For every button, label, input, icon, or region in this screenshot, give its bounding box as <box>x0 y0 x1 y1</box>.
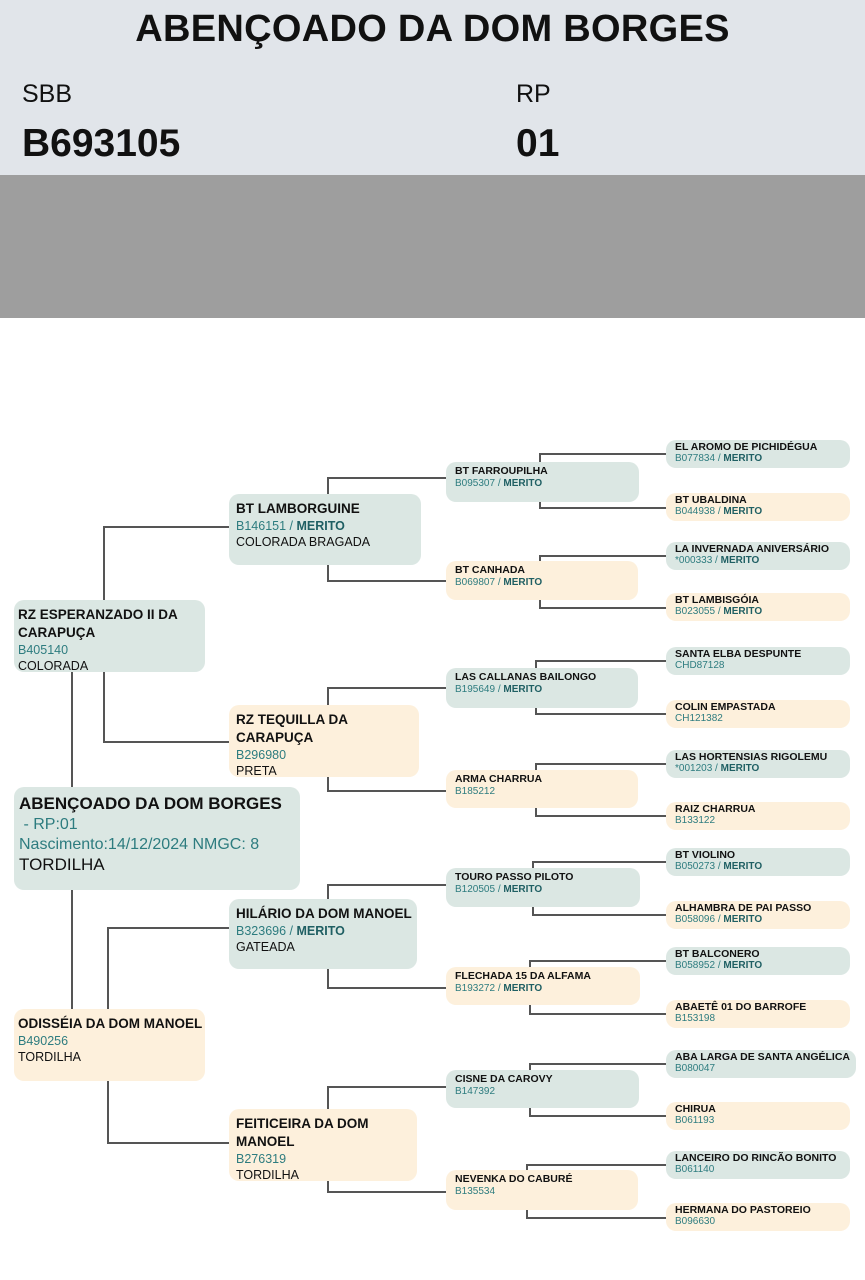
node-name: CHIRUA <box>675 1103 716 1115</box>
node-name: ALHAMBRA DE PAI PASSO <box>675 902 812 914</box>
node-name: BT LAMBORGUINE <box>236 501 360 516</box>
node-name: BT FARROUPILHA <box>455 465 548 477</box>
pedigree-node-gen3[interactable] <box>446 1170 638 1210</box>
node-name: BT BALCONERO <box>675 948 760 960</box>
node-reg: B050273 / MERITO <box>675 861 763 872</box>
pedigree-node-gen4[interactable] <box>666 1050 856 1078</box>
node-coat: TORDILHA <box>19 855 105 874</box>
pedigree-node-gen4[interactable] <box>666 647 850 675</box>
node-name: BT LAMBISGÓIA <box>675 594 759 606</box>
node-reg: B135534 <box>455 1186 496 1197</box>
node-name: ODISSÉIA DA DOM MANOEL <box>18 1016 203 1031</box>
node-reg: B120505 / MERITO <box>455 884 543 895</box>
node-coat: PRETA <box>236 764 277 778</box>
node-reg: B195649 / MERITO <box>455 684 543 695</box>
pedigree-node-gen2[interactable] <box>229 494 421 565</box>
pedigree-node-gen4[interactable] <box>666 1203 850 1231</box>
node-name: ABAETÊ 01 DO BARROFE <box>675 1001 807 1013</box>
node-name: FEITICEIRA DA DOM MANOEL <box>236 1116 369 1149</box>
rp-value: 01 <box>516 122 560 165</box>
node-reg: B023055 / MERITO <box>675 606 763 617</box>
node-reg: B077834 / MERITO <box>675 453 763 464</box>
sbb-value: B693105 <box>22 122 181 165</box>
pedigree-node-gen3[interactable] <box>446 668 638 708</box>
node-reg: B185212 <box>455 786 496 797</box>
node-reg: B147392 <box>455 1086 496 1097</box>
pedigree-node-dam[interactable] <box>14 1009 205 1081</box>
node-reg: B323696 / MERITO <box>236 924 345 938</box>
rp-label: RP <box>516 80 551 108</box>
pedigree-node-gen3[interactable] <box>446 967 640 1005</box>
node-reg: B061193 <box>675 1115 715 1126</box>
node-reg: CH121382 <box>675 713 723 724</box>
node-name: LAS HORTENSIAS RIGOLEMU <box>675 751 828 763</box>
node-reg: B096630 <box>675 1216 716 1227</box>
node-reg: B146151 / MERITO <box>236 519 345 533</box>
node-reg: CHD87128 <box>675 660 725 671</box>
pedigree-node-gen2[interactable] <box>229 705 419 777</box>
node-reg: B133122 <box>675 815 716 826</box>
node-name: FLECHADA 15 DA ALFAMA <box>455 970 591 982</box>
node-name: EL AROMO DE PICHIDÉGUA <box>675 441 818 453</box>
pedigree-node-gen4[interactable] <box>666 1000 850 1028</box>
node-name: RAIZ CHARRUA <box>675 803 756 815</box>
pedigree-node-gen3[interactable] <box>446 868 640 907</box>
node-reg: B080047 <box>675 1063 716 1074</box>
pedigree-node-sire[interactable] <box>14 600 205 672</box>
node-reg: B061140 <box>675 1164 715 1175</box>
pedigree-node-gen2[interactable] <box>229 1109 417 1181</box>
node-name: RZ TEQUILLA DA CARAPUÇA <box>236 712 348 745</box>
node-name: CISNE DA CAROVY <box>455 1073 553 1085</box>
node-name: HILÁRIO DA DOM MANOEL <box>236 906 412 921</box>
pedigree-node-gen4[interactable] <box>666 542 850 570</box>
pedigree-node-gen2[interactable] <box>229 899 417 969</box>
pedigree-node-gen4[interactable] <box>666 1102 850 1130</box>
node-name: ABA LARGA DE SANTA ANGÉLICA <box>675 1051 850 1063</box>
node-reg: B044938 / MERITO <box>675 506 763 517</box>
node-reg: B058952 / MERITO <box>675 960 763 971</box>
animal-title: ABENÇOADO DA DOM BORGES <box>135 8 730 50</box>
node-coat: COLORADA <box>18 659 89 673</box>
pedigree-node-gen4[interactable] <box>666 901 850 929</box>
node-name: BT UBALDINA <box>675 494 747 506</box>
node-name: BT VIOLINO <box>675 849 736 861</box>
pedigree-node-gen3[interactable] <box>446 1070 639 1108</box>
pedigree-node-gen3[interactable] <box>446 462 639 502</box>
node-rp: - RP:01 <box>19 816 78 833</box>
node-name: LA INVERNADA ANIVERSÁRIO <box>675 543 830 555</box>
node-coat: GATEADA <box>236 940 295 954</box>
node-reg: B490256 <box>18 1034 69 1048</box>
pedigree-node-gen4[interactable] <box>666 700 850 728</box>
pedigree-node-gen3[interactable] <box>446 770 638 808</box>
node-reg: B405140 <box>18 643 69 657</box>
node-name: NEVENKA DO CABURÉ <box>455 1173 573 1185</box>
node-reg: B069807 / MERITO <box>455 577 543 588</box>
pedigree-node-gen4[interactable] <box>666 947 850 975</box>
node-reg: B296980 <box>236 748 287 762</box>
node-reg: *000333 / MERITO <box>675 555 760 566</box>
pedigree-node-gen4[interactable] <box>666 440 850 468</box>
node-name: BT CANHADA <box>455 564 525 576</box>
node-name: ABENÇOADO DA DOM BORGES <box>19 794 282 813</box>
node-reg: B153198 <box>675 1013 716 1024</box>
sbb-label: SBB <box>22 80 73 108</box>
node-name: HERMANA DO PASTOREIO <box>675 1204 811 1216</box>
pedigree-node-gen4[interactable] <box>666 1151 850 1179</box>
node-reg: B095307 / MERITO <box>455 478 543 489</box>
node-reg: B193272 / MERITO <box>455 983 543 994</box>
node-birth: Nascimento:14/12/2024 NMGC: 8 <box>19 836 260 853</box>
node-name: LANCEIRO DO RINCÃO BONITO <box>675 1152 837 1164</box>
pedigree-node-gen4[interactable] <box>666 802 850 830</box>
node-reg: *001203 / MERITO <box>675 763 760 774</box>
node-coat: TORDILHA <box>18 1050 81 1064</box>
pedigree-node-gen4[interactable] <box>666 750 850 778</box>
node-name: COLIN EMPASTADA <box>675 701 776 713</box>
node-name: LAS CALLANAS BAILONGO <box>455 671 597 683</box>
node-name: SANTA ELBA DESPUNTE <box>675 648 802 660</box>
node-coat: TORDILHA <box>236 1168 299 1182</box>
node-name: ARMA CHARRUA <box>455 773 543 785</box>
pedigree-node-root[interactable] <box>14 787 300 890</box>
pedigree-node-gen3[interactable] <box>446 561 638 600</box>
node-reg: B058096 / MERITO <box>675 914 763 925</box>
node-coat: COLORADA BRAGADA <box>236 535 371 549</box>
pedigree-node-gen4[interactable] <box>666 848 850 876</box>
pedigree-node-gen4[interactable] <box>666 593 850 621</box>
pedigree-node-gen4[interactable] <box>666 493 850 521</box>
node-name: RZ ESPERANZADO II DA CARAPUÇA <box>18 607 178 640</box>
node-reg: B276319 <box>236 1152 287 1166</box>
node-name: TOURO PASSO PILOTO <box>455 871 574 883</box>
